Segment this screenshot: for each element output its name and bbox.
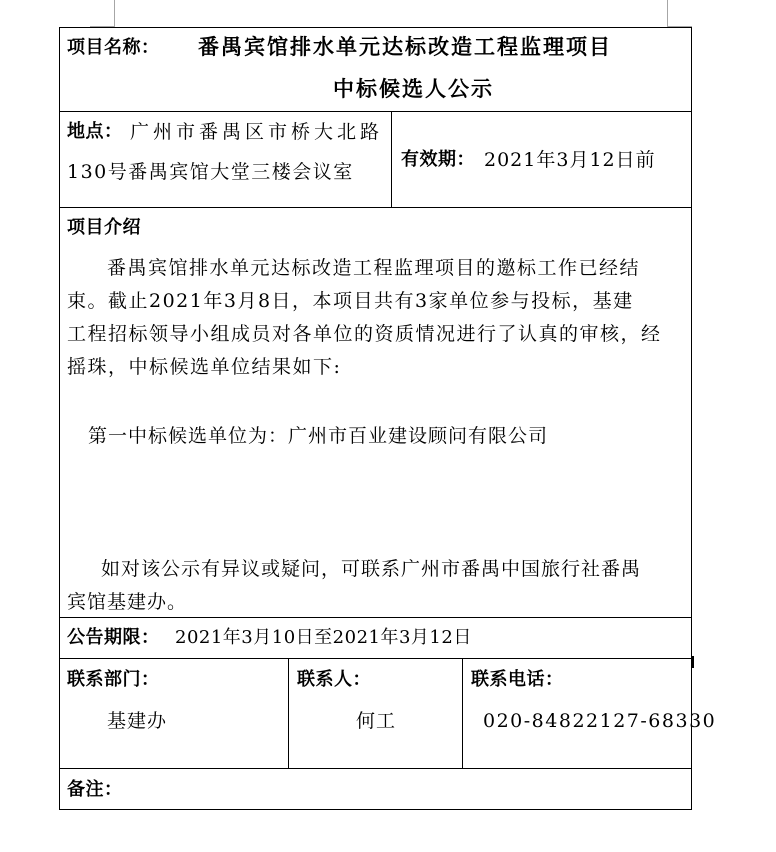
period-label: 公告期限： <box>67 627 160 648</box>
contact-dept-value: 基建办 <box>107 710 168 732</box>
contact-line-2: 宾馆基建办。 <box>67 591 188 613</box>
project-title-line2: 中标候选人公示 <box>333 77 494 101</box>
page-corner-mark-left-v <box>114 0 115 26</box>
row-divider-2 <box>59 207 692 208</box>
row-divider-1 <box>59 111 692 112</box>
project-name-label: 项目名称： <box>67 37 160 58</box>
intro-line-1: 番禺宾馆排水单元达标改造工程监理项目的邀标工作已经结 <box>107 257 641 279</box>
contact-line-1: 如对该公示有异议或疑问，可联系广州市番禺中国旅行社番禺 <box>101 558 642 580</box>
contact-person-label: 联系人： <box>297 669 371 690</box>
table-border-top <box>59 27 692 28</box>
project-title-line1: 番禺宾馆排水单元达标改造工程监理项目 <box>198 35 612 59</box>
validity-label: 有效期： <box>401 149 475 170</box>
contact-person-value: 何工 <box>356 710 397 732</box>
contact-phone-label: 联系电话： <box>471 669 564 690</box>
edit-mark <box>692 656 694 668</box>
row-divider-5 <box>59 768 692 769</box>
table-border-bottom <box>59 809 692 810</box>
contact-dept-label: 联系部门： <box>67 669 160 690</box>
location-label: 地点： <box>67 121 123 142</box>
table-border-left <box>59 27 60 810</box>
validity-value: 2021年3月12日前 <box>484 149 656 171</box>
contact-phone-value: 020-84822127-68330 <box>483 710 717 732</box>
table-border-right <box>691 27 692 810</box>
row-divider-4 <box>59 658 692 659</box>
col-divider-contact-1 <box>288 658 289 768</box>
col-divider-location <box>391 111 392 207</box>
remarks-label: 备注： <box>67 779 123 800</box>
candidate-line: 第一中标候选单位为：广州市百业建设顾问有限公司 <box>88 425 549 447</box>
period-value: 2021年3月10日至2021年3月12日 <box>175 627 472 648</box>
intro-line-2: 束。截止2021年3月8日，本项目共有3家单位参与投标，基建 <box>67 290 634 312</box>
page-corner-mark-right-v <box>667 0 668 26</box>
row-divider-3 <box>59 617 692 618</box>
intro-line-3: 工程招标领导小组成员对各单位的资质情况进行了认真的审核，经 <box>67 323 662 345</box>
col-divider-contact-2 <box>462 658 463 768</box>
location-line2: 130号番禺宾馆大堂三楼会议室 <box>67 161 354 183</box>
intro-heading: 项目介绍 <box>67 217 141 238</box>
intro-line-4: 摇珠，中标候选单位结果如下: <box>67 356 342 378</box>
location-line1: 广州市番禺区市桥大北路 <box>130 121 384 143</box>
